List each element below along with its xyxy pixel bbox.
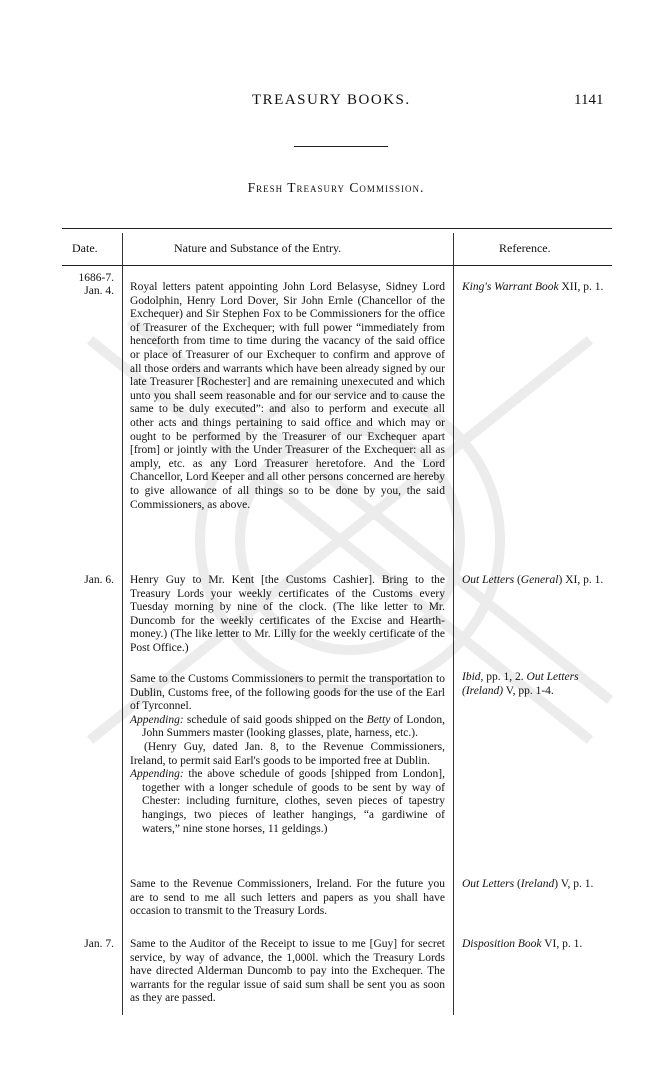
reference-title: Out Letters (462, 878, 515, 890)
entry-text (130, 938, 445, 1006)
running-title: TREASURY BOOKS. (252, 92, 411, 108)
entry-text (130, 574, 445, 656)
appending-text: schedule of said goods shipped on the (183, 713, 367, 726)
appending-label: Appending: (130, 768, 184, 781)
entry-date (60, 272, 114, 298)
reference-subtitle: General (520, 574, 559, 586)
header-rule (294, 146, 388, 147)
entry-reference (462, 878, 614, 892)
entry-paragraph: Henry Guy to Mr. Kent [the Customs Cashier]. Bring to the Treasury Lords your weekly certificates of the Customs every Tuesday morning by nine of the clock. (The like letter to Mr. Duncomb for the weekly certificates of the Excise and Hearth-money.) (The like letter to Mr. Lilly for the weekly certificate of the Post Office.) (130, 574, 445, 654)
appending-text: of London, John Summers master (looking glasses, plate, harness, etc.). (142, 713, 445, 740)
entry-note: (Henry Guy, dated Jan. 8, to the Revenue Commissioners, Ireland, to permit said Earl's goods to be imported free at Dublin. (130, 740, 445, 767)
reference-detail: V, pp. 1-4. (503, 684, 554, 697)
entry-paragraph: Same to the Revenue Commissioners, Ireland. For the future you are to send to me all such letters and papers as you shall have occasion to transmit to the Treasury Lords. (130, 878, 445, 918)
reference-title: Ibid (462, 671, 481, 683)
entry-day: Jan. 6. (84, 574, 114, 586)
entry-appending (130, 768, 445, 836)
entry-text (130, 878, 445, 919)
entry-text (130, 673, 445, 836)
reference-detail: VI, p. 1. (541, 938, 583, 950)
reference-punct: ( (514, 574, 521, 586)
entry-reference (462, 938, 614, 952)
entry-paragraph: Same to the Auditor of the Receipt to issue to me [Guy] for secret service, by way of advance, the 1,000l. which the Treasury Lords have directed Alderman Duncomb to pay into the Exchequer. The warrants for the regular issue of said sum shall be sent you as soon as they are passed. (130, 938, 445, 1005)
entry-text (130, 281, 445, 512)
reference-subtitle: Ireland (520, 878, 555, 890)
entry-paragraph: Same to the Customs Commissioners to permit the transportation to Dublin, Customs free, of the following goods for the use of the Earl of Tyrconnel. (130, 673, 445, 713)
column-header-reference: Reference. (499, 241, 551, 255)
page-number: 1141 (574, 92, 604, 108)
reference-title: King's Warrant Book (462, 281, 559, 293)
entry-date (60, 938, 114, 951)
entry-reference (462, 671, 614, 698)
reference-detail: XII, p. 1. (558, 281, 604, 293)
section-title: Fresh Treasury Commission. (247, 180, 425, 195)
appending-text: the above schedule of goods [shipped from London], together with a longer schedule of goods to be sent by way of Chester: including furniture, clothes, seven pieces of tapestry hangings, two pieces of leather hangings, “a gardiwine of waters,” nine stone horses, 11 geldings.) (142, 768, 445, 835)
column-divider-reference (453, 233, 454, 1015)
reference-punct: ( (514, 878, 521, 890)
entry-appending (130, 714, 445, 741)
reference-detail: , pp. 1, 2. (480, 671, 527, 683)
entry-paragraph: Royal letters patent appointing John Lord Belasyse, Sidney Lord Godolphin, Henry Lord Dover, Sir John Ernle (Chancellor of the Exchequer) and Sir Stephen Fox to be Commissioners for the office of Treasurer of the Exchequer; with full power “immediately from henceforth from time to time during the vacancy of the said office or place of Treasurer of our Exchequer to confirm and approve of all those orders and warrants which have been already signed by our late Treasurer [Rochester] and are remaining unexecuted and which unto you shall seem reasonable and for our service and to cause the same to be duly executed”: and also to perform and execute all other acts and things pertaining to said office and which may or ought to be performed by the Treasurer of our Exchequer apart [from] or jointly with the Under Treasurer of the Exchequer: all as amply, etc. as any Lord Treasurer heretofore. And the Lord Chancellor, Lord Keeper and all other persons concerned are hereby to give allowance of all things so to be done by you, the said Commissioners, as above. (130, 281, 445, 511)
table-header-rule (62, 265, 612, 266)
column-header-date: Date. (72, 241, 98, 255)
ship-name: Betty (366, 713, 391, 726)
entry-year: 1686-7. (78, 272, 114, 284)
table-top-rule (62, 228, 612, 229)
entry-day: Jan. 4. (84, 285, 114, 297)
entry-day: Jan. 7. (84, 938, 114, 950)
entry-reference (462, 281, 614, 295)
reference-subtitle: Out Letters (Ireland) (462, 671, 579, 697)
reference-detail: ) V, p. 1. (554, 878, 594, 890)
column-header-nature: Nature and Substance of the Entry. (174, 241, 342, 255)
appending-label: Appending: (130, 713, 184, 726)
reference-title: Disposition Book (462, 938, 542, 950)
reference-title: Out Letters (462, 574, 515, 586)
entry-reference (462, 574, 614, 588)
entry-date (60, 574, 114, 587)
reference-detail: ) XI, p. 1. (558, 574, 604, 586)
running-head (0, 92, 672, 116)
column-divider-date (122, 233, 123, 1015)
